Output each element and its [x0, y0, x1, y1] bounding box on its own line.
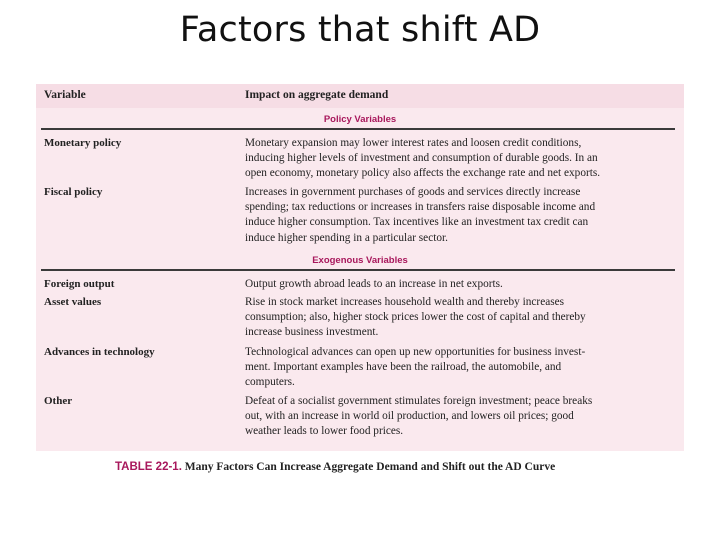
row-impact-other: Defeat of a socialist government stimulates foreign investment; peace breaks out, with an increase in world oil production, and lowers oil prices; good weather leads to lower food prices.: [245, 395, 593, 438]
table-caption: [115, 461, 555, 473]
row-variable-monetary-policy: Monetary policy: [44, 137, 122, 149]
row-impact-asset-values: Rise in stock market increases household wealth and thereby increases consumption; also, higher stock prices lower the cost of capital and thereby increase business investment.: [245, 296, 586, 339]
header-impact: Impact on aggregate demand: [245, 89, 389, 101]
header-variable: Variable: [44, 89, 86, 101]
row-impact-foreign-output: Output growth abroad leads to an increase in net exports.: [245, 278, 503, 290]
row-impact-advances-in-technology: Technological advances can open up new opportunities for business invest- ment. Important examples have been the railroad, the automobile, and computers.: [245, 346, 586, 389]
row-variable-asset-values: Asset values: [44, 296, 102, 308]
slide-title: Factors that shift AD: [179, 10, 541, 50]
row-variable-other: Other: [44, 395, 73, 407]
row-variable-foreign-output: Foreign output: [44, 278, 115, 290]
factors-table: [36, 84, 684, 451]
row-variable-fiscal-policy: Fiscal policy: [44, 186, 103, 198]
section-rule-exogenous: [41, 269, 675, 271]
table-caption-number: TABLE 22-1.: [115, 461, 182, 473]
row-variable-advances-in-technology: Advances in technology: [44, 346, 155, 358]
row-impact-monetary-policy: Monetary expansion may lower interest rates and loosen credit conditions, inducing higher levels of investment and consumption of durable goods. In an open economy, monetary policy also affects the exchange rate and net exports.: [245, 137, 601, 180]
section-label-exogenous: Exogenous Variables: [312, 255, 408, 266]
table-caption-text: Many Factors Can Increase Aggregate Demand and Shift out the AD Curve: [184, 461, 556, 473]
section-label-policy: Policy Variables: [323, 114, 397, 125]
table-header-row: [36, 84, 684, 108]
section-rule-policy: [41, 128, 675, 130]
row-impact-fiscal-policy: Increases in government purchases of goods and services directly increase spending; tax reductions or increases in transfers raise disposable income and induce higher consumption. Tax incentives like an investment tax credit can induce higher spending in a particular sector.: [245, 186, 596, 244]
